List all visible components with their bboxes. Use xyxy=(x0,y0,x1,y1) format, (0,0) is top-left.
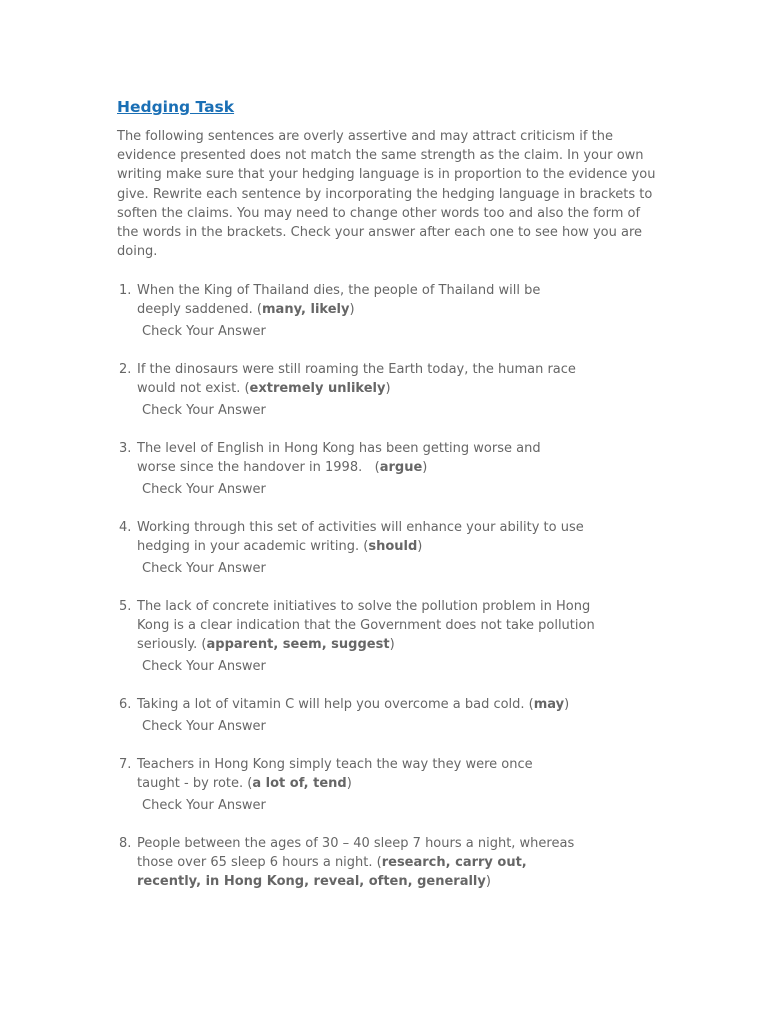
close-bracket: ) xyxy=(417,539,423,555)
hedge-words: apparent, seem, suggest xyxy=(206,637,390,653)
task-item-1 xyxy=(117,281,577,341)
task-number: 5. xyxy=(119,599,132,615)
hedge-words: should xyxy=(368,539,418,555)
task-list xyxy=(117,281,657,891)
task-sentence: Teachers in Hong Kong simply teach the way they were once taught - by rote. ( xyxy=(137,757,533,792)
intro-paragraph: The following sentences are overly assertive and may attract criticism if the evidence presented does not match the same strength as the claim. In your own writing make sure that your hedging language is in proportion to the evidence you give. Rewrite each sentence by incorporating the hedging language in brackets to soften the claims. You may need to change other words too and also the form of the words in the brackets. Check your answer after each one to see how you are doing. xyxy=(117,129,656,260)
task-item-4 xyxy=(117,518,597,578)
hedge-words: argue xyxy=(379,460,423,476)
task-item-8 xyxy=(117,834,577,891)
task-sentence: The level of English in Hong Kong has been getting worse and worse since the handover in 1998. ( xyxy=(137,441,545,476)
hedge-words: extremely unlikely xyxy=(249,381,386,397)
task-item-3 xyxy=(117,439,577,499)
task-number: 3. xyxy=(119,441,132,457)
check-answer-link-7[interactable]: Check Your Answer xyxy=(142,798,266,814)
page-title[interactable]: Hedging Task xyxy=(117,98,235,116)
hedge-words: a lot of, tend xyxy=(252,776,347,792)
close-bracket: ) xyxy=(349,302,355,318)
hedge-words: research, carry out, recently, in Hong Kong, reveal, often, generally xyxy=(137,855,527,890)
task-item-5 xyxy=(117,597,607,676)
task-sentence: Working through this set of activities will enhance your ability to use hedging in your academic writing. ( xyxy=(137,520,584,555)
check-answer-link-4[interactable]: Check Your Answer xyxy=(142,561,266,577)
close-bracket: ) xyxy=(346,776,352,792)
task-sentence: Taking a lot of vitamin C will help you overcome a bad cold. ( xyxy=(137,697,534,713)
task-number: 7. xyxy=(119,757,132,773)
task-item-7 xyxy=(117,755,567,815)
hedge-words: many, likely xyxy=(262,302,350,318)
task-sentence: When the King of Thailand dies, the people of Thailand will be deeply saddened. ( xyxy=(137,283,541,318)
close-bracket: ) xyxy=(422,460,428,476)
check-answer-link-6[interactable]: Check Your Answer xyxy=(142,719,266,735)
close-bracket: ) xyxy=(485,874,491,890)
check-answer-link-5[interactable]: Check Your Answer xyxy=(142,659,266,675)
task-number: 4. xyxy=(119,520,132,536)
close-bracket: ) xyxy=(564,697,570,713)
task-number: 8. xyxy=(119,836,132,852)
task-sentence: If the dinosaurs were still roaming the Earth today, the human race would not exist. ( xyxy=(137,362,576,397)
check-answer-link-1[interactable]: Check Your Answer xyxy=(142,324,266,340)
task-sentence: The lack of concrete initiatives to solve the pollution problem in Hong Kong is a clear indication that the Government does not take pollution seriously. ( xyxy=(137,599,595,653)
hedge-words: may xyxy=(533,697,565,713)
task-sentence: People between the ages of 30 – 40 sleep 7 hours a night, whereas those over 65 sleep 6 hours a night. ( xyxy=(137,836,575,871)
close-bracket: ) xyxy=(385,381,391,397)
document-page xyxy=(117,96,657,910)
task-item-6 xyxy=(117,695,627,736)
check-answer-link-3[interactable]: Check Your Answer xyxy=(142,482,266,498)
check-answer-link-2[interactable]: Check Your Answer xyxy=(142,403,266,419)
task-number: 2. xyxy=(119,362,132,378)
close-bracket: ) xyxy=(389,637,395,653)
task-number: 6. xyxy=(119,697,132,713)
task-item-2 xyxy=(117,360,577,420)
task-number: 1. xyxy=(119,283,132,299)
